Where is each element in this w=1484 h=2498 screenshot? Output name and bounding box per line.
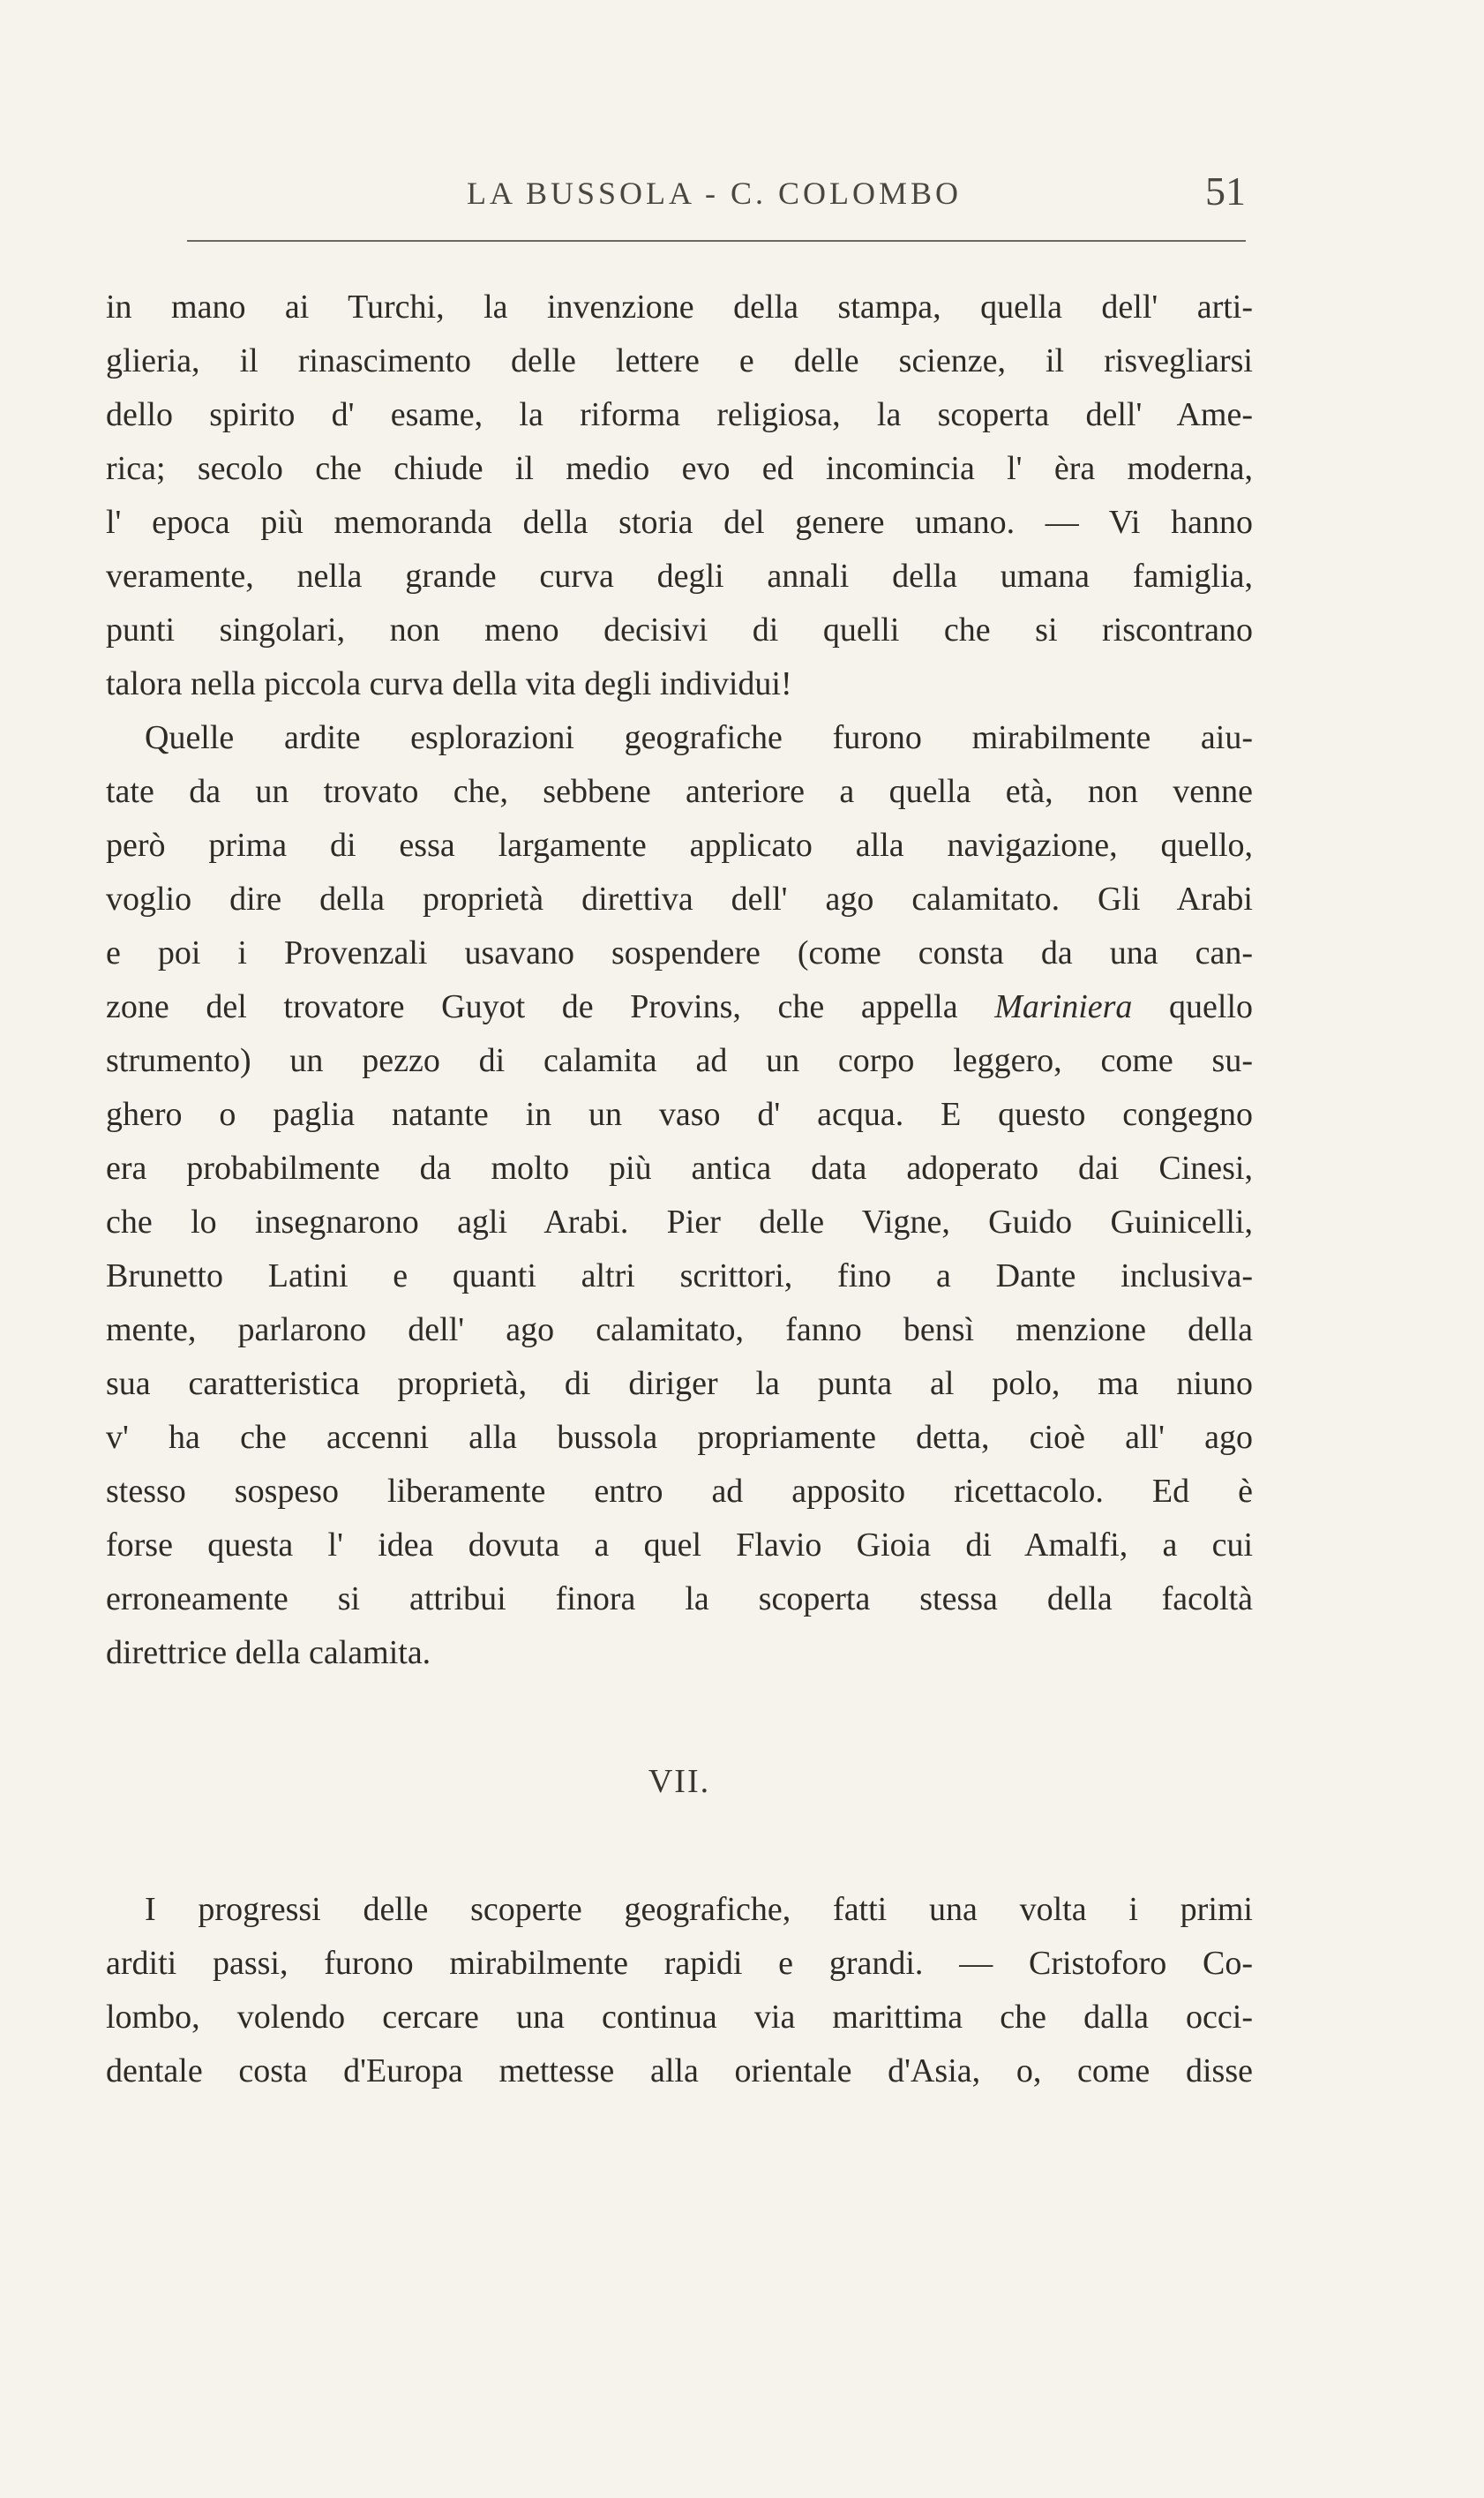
text-line: dello spirito d' esame, la riforma religiosa, la scoperta dell' Ame-: [106, 396, 1253, 433]
text-line: Brunetto Latini e quanti altri scrittori, fino a Dante inclusiva-: [106, 1257, 1253, 1294]
text-line: Quelle ardite esplorazioni geografiche furono mirabilmente aiu-: [145, 719, 1253, 756]
text-line: v' ha che accenni alla bussola propriamente detta, cioè all' ago: [106, 1419, 1253, 1456]
body-text: [106, 281, 1253, 2098]
text-line: mente, parlarono dell' ago calamitato, fanno bensì menzione della: [106, 1311, 1253, 1348]
text-line: punti singolari, non meno decisivi di quelli che si riscontrano: [106, 611, 1253, 649]
paragraph-2: [106, 711, 1253, 1680]
text-line: direttrice della calamita.: [106, 1634, 431, 1671]
text-segment: quello: [1132, 988, 1253, 1025]
text-line: sua caratteristica proprietà, di diriger la punta al polo, ma niuno: [106, 1365, 1253, 1402]
text-line: veramente, nella grande curva degli annali della umana famiglia,: [106, 558, 1253, 595]
text-line: però prima di essa largamente applicato alla navigazione, quello,: [106, 827, 1253, 864]
paragraph-1: [106, 281, 1253, 711]
spacer: [106, 1865, 1253, 1883]
text-line: glieria, il rinascimento delle lettere e delle scienze, il risvegliarsi: [106, 342, 1253, 379]
text-line: in mano ai Turchi, la invenzione della stampa, quella dell' arti-: [106, 289, 1253, 326]
italic-term: Mariniera: [994, 988, 1133, 1025]
text-line: strumento) un pezzo di calamita ad un corpo leggero, come su-: [106, 1042, 1253, 1079]
text-line: erroneamente si attribui finora la scoperta stessa della facoltà: [106, 1580, 1253, 1617]
text-line-with-italic: [106, 980, 1253, 1034]
paragraph-3: [106, 1883, 1253, 2098]
text-segment: zone del trovatore Guyot de Provins, che appella: [106, 988, 995, 1025]
running-head: [183, 168, 1246, 221]
section-heading: VII.: [648, 1763, 711, 1800]
text-line: era probabilmente da molto più antica data adoperato dai Cinesi,: [106, 1150, 1253, 1187]
text-line: rica; secolo che chiude il medio evo ed incomincia l' èra moderna,: [106, 450, 1253, 487]
page-number: 51: [1205, 169, 1246, 214]
text-line: stesso sospeso liberamente entro ad apposito ricettacolo. Ed è: [106, 1473, 1253, 1510]
text-line: dentale costa d'Europa mettesse alla orientale d'Asia, o, come disse: [106, 2052, 1253, 2089]
text-line: arditi passi, furono mirabilmente rapidi e grandi. — Cristoforo Co-: [106, 1945, 1253, 1982]
text-line: e poi i Provenzali usavano sospendere (come consta da una can-: [106, 934, 1253, 971]
text-line: che lo insegnarono agli Arabi. Pier delle Vigne, Guido Guinicelli,: [106, 1204, 1253, 1241]
text-line: tate da un trovato che, sebbene anteriore a quella età, non venne: [106, 773, 1253, 810]
text-line: l' epoca più memoranda della storia del genere umano. — Vi hanno: [106, 504, 1253, 541]
header-rule: [187, 240, 1246, 242]
text-line: ghero o paglia natante in un vaso d' acqua. E questo congegno: [106, 1096, 1253, 1133]
spacer: [106, 1680, 1253, 1698]
text-line: lombo, volendo cercare una continua via marittima che dalla occi-: [106, 1999, 1253, 2036]
text-line: talora nella piccola curva della vita degli individui!: [106, 665, 792, 702]
text-line: voglio dire della proprietà direttiva dell' ago calamitato. Gli Arabi: [106, 881, 1253, 918]
running-title: LA BUSSOLA - C. COLOMBO: [466, 176, 963, 211]
text-line: forse questa l' idea dovuta a quel Flavio Gioia di Amalfi, a cui: [106, 1527, 1253, 1564]
text-line: I progressi delle scoperte geografiche, fatti una volta i primi: [145, 1891, 1253, 1928]
